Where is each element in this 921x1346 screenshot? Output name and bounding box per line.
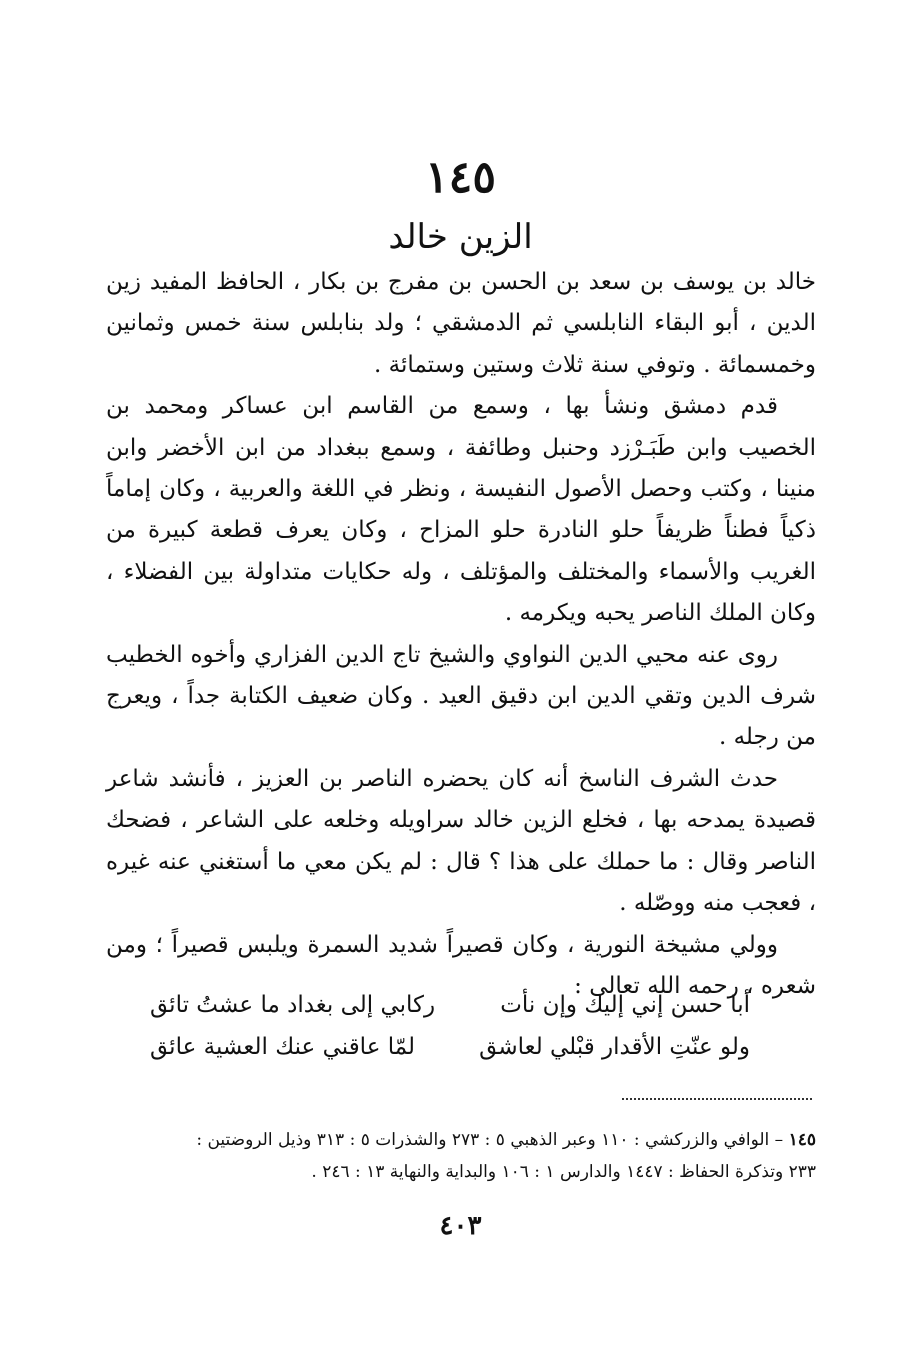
paragraph-studies: قدم دمشق ونشأ بها ، وسمع من القاسم ابن عساكر ومحمد بن الخصيب وابن طَبَـرْزد وحنبل وطائفة ، وسمع ببغداد من ابن الأخضر وابن منينا ، وكتب وحصل الأصول النفيسة ، ونظر في اللغة والعربية ، وكان إماماً ذكياً فطناً ظريفاً حلو النادرة حلو المزاح ، وكان يعرف قطعة كبيرة من الغريب والأسماء والمختلف والمؤتلف ، وله حكايات متداولة بين الفضلاء ، وكان الملك الناصر يحبه ويكرمه . [106,393,816,627]
verse-first-hemistich: ولو عنّتِ الأقدار قبْلي لعاشق [479,1034,750,1060]
footnote-line: ٢٣٣ وتذكرة الحفاظ : ١٤٤٧ والدارس ١ : ١٠٦ والبداية والنهاية ١٣ : ٢٤٦ . [311,1162,816,1182]
footnote-number: ١٤٥ [788,1130,816,1150]
paragraph-intro: خالد بن يوسف بن سعد بن الحسن بن مفرج بن بكار ، الحافظ المفيد زين الدين ، أبو البقاء النابلسي ثم الدمشقي ؛ ولد بنابلس سنة خمس وثمانين وخمسمائة . وتوفي سنة ثلاث وستين وستمائة . [106,269,816,378]
footnote-separator [622,1098,812,1100]
biography-text [106,262,816,1007]
footnote-text: – الوافي والزركشي : ١١٠ وعبر الذهبي ٥ : ٢٧٣ والشذرات ٥ : ٣١٣ وذيل الروضتين : [196,1130,784,1150]
entry-number: ١٤٥ [425,152,496,203]
paragraph-anecdote: حدث الشرف الناسخ أنه كان يحضره الناصر بن العزيز ، فأنشد شاعر قصيدة يمدحه بها ، فخلع الزين خالد سراويله وخلعه على الشاعر ، فضحك الناصر وقال : ما حملك على هذا ؟ قال : لم يكن معي ما أستغني عنه غيره ، فعجب منه ووصّله . [106,765,816,917]
footnotes [100,1124,816,1188]
paragraph-students: روى عنه محيي الدين النواوي والشيخ تاج الدين الفزاري وأخوه الخطيب شرف الدين وتقي الدين ابن دقيق العيد . وكان ضعيف الكتابة جداً ، ويعرج من رجله . [106,641,816,751]
verse-second-hemistich: لمّا عاقني عنك العشية عائق [150,1034,416,1060]
verse-first-hemistich: أبا حسن إني إليك وإن نأت [500,992,750,1018]
entry-title: الزين خالد [388,217,533,257]
verse-line [150,984,750,1026]
page-number: ٤٠٣ [439,1211,482,1241]
verse-second-hemistich: ركابي إلى بغداد ما عشتُ تائق [150,992,436,1018]
paragraph-poetry-intro: وولي مشيخة النورية ، وكان قصيراً شديد السمرة ويلبس قصيراً ؛ ومن شعره ، رحمه الله تعالى : [106,931,816,999]
poem-verses [150,984,750,1068]
footnote-line [100,1124,816,1156]
verse-line [150,1026,750,1068]
